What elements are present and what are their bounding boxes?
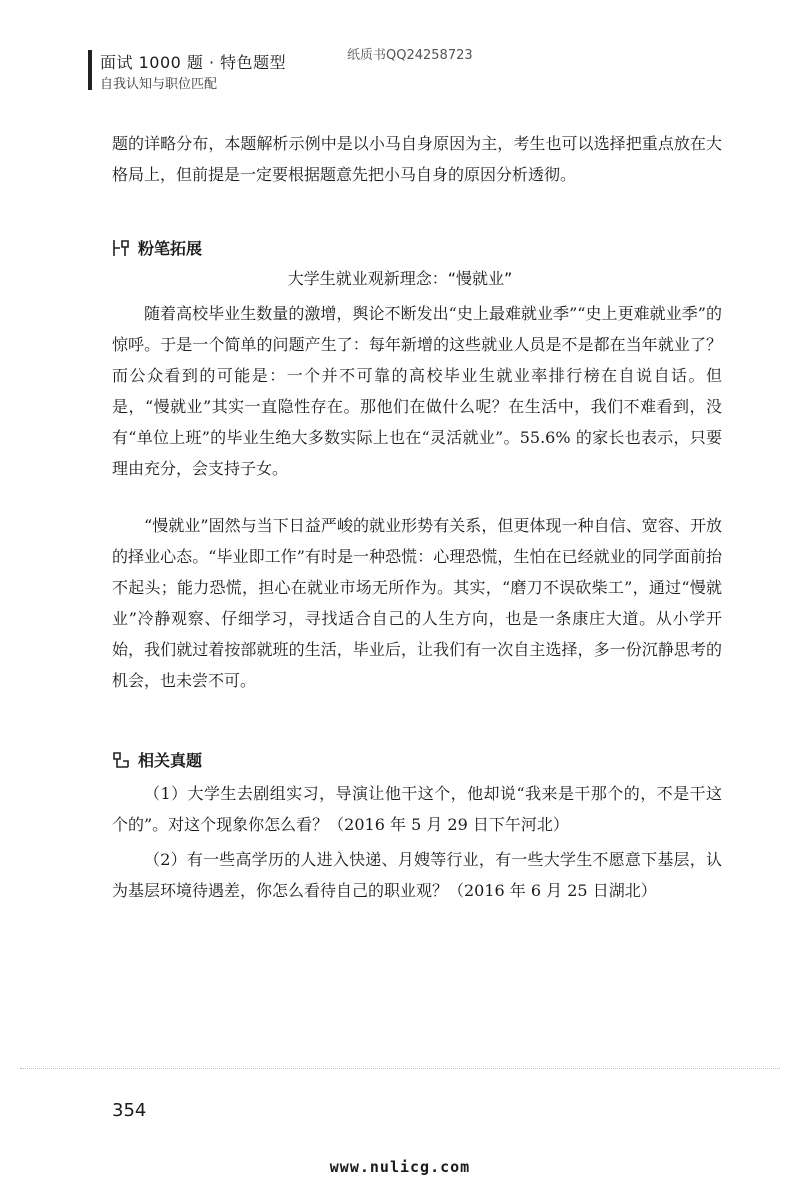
footer-url: www.nulicg.com (329, 1158, 471, 1176)
page-number: 354 (112, 1100, 147, 1121)
chalk-extension-icon (112, 238, 130, 258)
related-question-2: （2）有一些高学历的人进入快递、月嫂等行业，有一些大学生不愿意下基层，认为基层环境待遇差，你怎么看待自己的职业观？（2016 年 6 月 25 日湖北） (112, 850, 722, 900)
related-heading-label: 相关真题 (138, 751, 203, 770)
related-heading (112, 748, 202, 771)
extension-paragraph-1: 随着高校毕业生数量的激增，舆论不断发出“史上最难就业季”“史上更难就业季”的惊呼。于是一个简单的问题产生了：每年新增的这些就业人员是不是都在当年就业了？而公众看到的可能是：一个并不可靠的高校毕业生就业率排行榜在自说自话。但是，“慢就业”其实一直隐性存在。那他们在做什么呢？在生活中，我们不难看到，没有“单位上班”的毕业生绝大多数实际上也在“灵活就业”。55.6% 的家长也表示，只要理由充分，会支持子女。 (112, 304, 722, 478)
footer-divider (20, 1068, 780, 1069)
extension-heading (112, 236, 202, 259)
related-questions-icon (112, 750, 130, 770)
related-question-1: （1）大学生去剧组实习，导演让他干这个，他却说“我来是干那个的，不是干这个的”。对这个现象你怎么看？（2016 年 5 月 29 日下午河北） (112, 784, 722, 834)
extension-article-title: 大学生就业观新理念：“慢就业” (287, 269, 513, 288)
header-bar (88, 50, 92, 90)
intro-paragraph: 题的详略分布，本题解析示例中是以小马自身原因为主，考生也可以选择把重点放在大格局上，但前提是一定要根据题意先把小马自身的原因分析透彻。 (112, 134, 722, 184)
running-header-title: 面试 1000 题 · 特色题型 (100, 53, 287, 72)
running-header-subtitle: 自我认知与职位匹配 (100, 77, 218, 92)
extension-heading-label: 粉笔拓展 (138, 239, 203, 258)
extension-paragraph-2: “慢就业”固然与当下日益严峻的就业形势有关系，但更体现一种自信、宽容、开放的择业心态。“毕业即工作”有时是一种恐慌：心理恐慌，生怕在已经就业的同学面前抬不起头；能力恐慌，担心在就业市场无所作为。其实，“磨刀不误砍柴工”，通过“慢就业”冷静观察、仔细学习，寻找适合自己的人生方向，也是一条康庄大道。从小学开始，我们就过着按部就班的生活，毕业后，让我们有一次自主选择，多一份沉静思考的机会，也未尝不可。 (112, 516, 722, 690)
watermark-text: 纸质书QQ24258723 (347, 48, 473, 63)
